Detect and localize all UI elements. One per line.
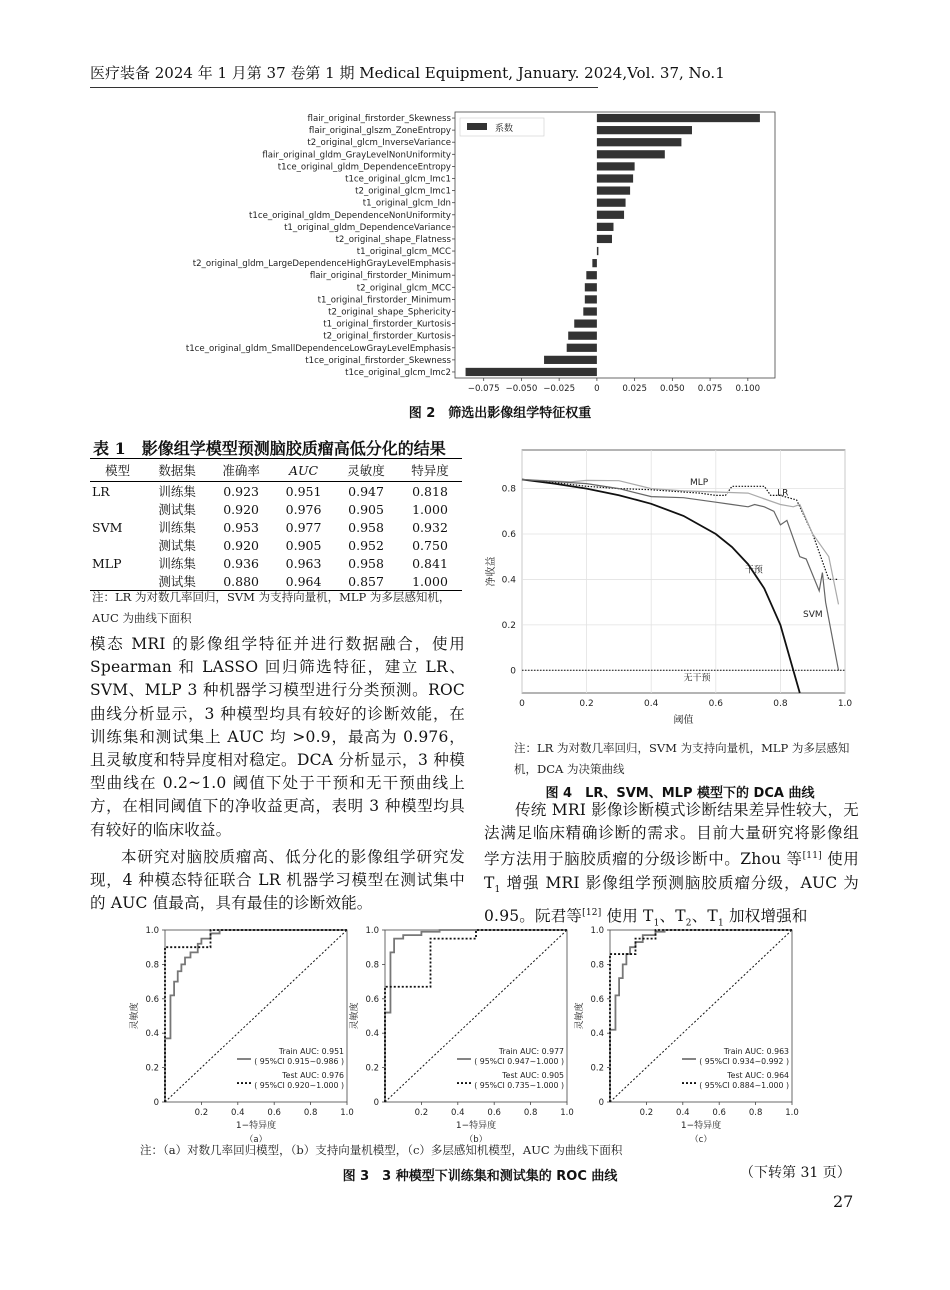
svm-label: SVM xyxy=(803,609,823,620)
legend-swatch xyxy=(467,123,487,130)
x-tick-label: 1.0 xyxy=(560,1108,574,1118)
y-tick-label: 1.0 xyxy=(365,926,379,936)
mlp-label: MLP xyxy=(689,478,709,489)
treat-none-label: 无干预 xyxy=(683,673,711,684)
y-tick-label: 0.6 xyxy=(590,994,604,1005)
right-text-e: 、T xyxy=(659,907,686,926)
feature-weight-chart xyxy=(120,108,780,398)
running-header: 医疗装备 2024 年 1 月第 37 卷第 1 期 Medical Equipment, January. 2024,Vol. 37, No.1 xyxy=(90,64,725,82)
fig4-note: 注：LR 为对数几率回归，SVM 为支持向量机，MLP 为多层感知机，DCA 为决策曲线 xyxy=(514,741,850,776)
x-tick-label: 0.4 xyxy=(451,1108,465,1118)
x-tick-label: 0.2 xyxy=(639,1108,654,1118)
table-cell: 0.905 xyxy=(285,537,322,553)
fig2-caption: 图 2 筛选出影像组学特征权重 xyxy=(408,406,592,421)
continued-note: （下转第 31 页） xyxy=(740,1165,851,1181)
table-cell: 0.841 xyxy=(412,555,448,571)
weight-bar xyxy=(597,162,635,170)
table-row xyxy=(90,518,462,536)
table-header-cell: 特异度 xyxy=(398,459,462,482)
right-text-g: 加权增强和 xyxy=(723,907,808,926)
table-row xyxy=(90,482,462,501)
lr-label: LR xyxy=(777,488,789,499)
weight-bar xyxy=(574,319,597,327)
fig3-caption: 图 3 3 种模型下训练集和测试集的 ROC 曲线 xyxy=(342,1169,618,1184)
weight-bar xyxy=(466,368,597,376)
table-cell: 0.905 xyxy=(348,501,384,517)
legend-train-label: Train AUC: 0.977 xyxy=(498,1046,564,1056)
table-cell: 0.936 xyxy=(223,555,259,571)
x-tick-label: 0.025 xyxy=(622,384,647,394)
weight-bar xyxy=(597,186,630,194)
fig3-note: 注：（a）对数几率回归模型，（b）支持向量机模型，（c）多层感知机模型，AUC 为曲线下面积 xyxy=(140,1143,623,1157)
x-tick-label: 0.8 xyxy=(748,1108,763,1118)
y-axis-label: 灵敏度 xyxy=(130,1002,140,1030)
y-tick-label: 1.0 xyxy=(590,926,604,936)
x-axis-label: 阈值 xyxy=(673,715,694,726)
fig4-caption: 图 4 LR、SVM、MLP 模型下的 DCA 曲线 xyxy=(545,786,815,801)
x-tick-label: 0 xyxy=(594,384,600,394)
y-tick-label: 0.2 xyxy=(365,1063,379,1074)
table-cell xyxy=(90,500,145,518)
panel-label: （a） xyxy=(244,1135,268,1145)
weight-bar xyxy=(597,138,682,146)
legend-test-label: Test AUC: 0.976 xyxy=(282,1070,344,1080)
legend-test-ci: ( 95%CI 0.884~1.000 ) xyxy=(699,1081,789,1091)
table-cell: 0.952 xyxy=(348,537,384,553)
sub-3: 2 xyxy=(685,918,692,929)
table-cell: 0.920 xyxy=(223,501,259,517)
feature-label: t2_original_shape_Flatness xyxy=(335,234,451,245)
results-table xyxy=(90,458,462,591)
y-tick-label: 0 xyxy=(598,1098,604,1108)
weight-bar xyxy=(544,356,597,364)
y-axis-label: 灵敏度 xyxy=(350,1002,360,1030)
x-tick-label: 0.4 xyxy=(676,1108,690,1118)
x-tick-label: 0.075 xyxy=(697,384,723,394)
x-tick-label: 0.2 xyxy=(194,1108,209,1118)
right-text-a: 传统 MRI 影像诊断模式诊断结果差异性较大，无法满足临床精确诊断的需求。目前大量研究将影像组学方法用于脑胶质瘤的分级诊断中。Zhou 等 xyxy=(484,801,859,869)
x-tick-label: −0.050 xyxy=(505,384,538,394)
table-row xyxy=(90,536,462,554)
legend-label: 系数 xyxy=(495,124,514,134)
table-cell: 训练集 xyxy=(158,520,196,535)
table-cell: 训练集 xyxy=(158,556,196,571)
table-cell: 0.920 xyxy=(223,537,259,553)
table-header-cell: AUC xyxy=(273,459,334,482)
weight-bar xyxy=(585,283,597,291)
x-tick-label: 0.4 xyxy=(231,1108,245,1118)
table-cell: 0.958 xyxy=(348,555,384,571)
y-tick-label: 0.4 xyxy=(590,1029,604,1040)
right-text-d: 使用 T xyxy=(601,907,654,926)
feature-label: t1ce_original_glcm_Imc2 xyxy=(345,367,451,378)
left-paragraph-1: 模态 MRI 的影像组学特征并进行数据融合，使用 Spearman 和 LASSO 回归筛选特征，建立 LR、SVM、MLP 3 种机器学习模型进行分类预测。ROC 曲线分析显示，3 种模型均具有较好的诊断效能，在训练集和测试集上 AUC 均 >0.9，最高为 0.976，且灵敏度和特异度相对稳定。DCA 分析显示，3 种模型曲线在 0.2~1.0 阈值下处于干预和无干预曲线上方，在相同阈值下的净收益更高，表明 3 种模型均具有较好的临床收益。 xyxy=(90,635,465,839)
y-tick-label: 0.2 xyxy=(145,1063,159,1074)
table-cell: 0.977 xyxy=(285,519,322,535)
table-header-cell: 准确率 xyxy=(209,459,273,482)
table-row xyxy=(90,500,462,518)
y-axis-label: 灵敏度 xyxy=(575,1002,585,1030)
weight-bar xyxy=(597,235,612,243)
weight-bar xyxy=(597,150,665,158)
panel-label: （c） xyxy=(690,1135,712,1145)
panel-label: （b） xyxy=(464,1135,488,1145)
table-header-cell: 模型 xyxy=(90,459,145,482)
table-cell: 0.857 xyxy=(348,573,384,589)
feature-label: flair_original_firstorder_Minimum xyxy=(309,271,451,282)
x-tick-label: 0.8 xyxy=(773,699,788,709)
table-cell xyxy=(90,536,145,554)
x-axis-label: 1−特异度 xyxy=(235,1121,277,1131)
feature-label: t1ce_original_gldm_SmallDependenceLowGrayLevelEmphasis xyxy=(185,343,451,354)
y-tick-label: 0.4 xyxy=(365,1029,379,1040)
feature-label: t1ce_original_gldm_DependenceNonUniformity xyxy=(249,210,451,221)
feature-label: t2_original_glcm_MCC xyxy=(356,283,451,294)
feature-label: t1_original_glcm_Idn xyxy=(362,198,451,209)
y-tick-label: 0.8 xyxy=(145,960,159,971)
table-cell: 0.958 xyxy=(348,519,384,535)
weight-bar xyxy=(597,114,760,122)
right-text-c: 增强 MRI 影像组学预测脑胶质瘤分级，AUC 为 0.95。阮君等 xyxy=(484,873,859,926)
weight-bar xyxy=(567,344,597,352)
legend-train-label: Train AUC: 0.951 xyxy=(278,1046,344,1056)
treat-all-label: 干预 xyxy=(744,565,763,576)
table-cell: 0.953 xyxy=(223,519,259,535)
table-cell: 0.964 xyxy=(285,573,322,589)
feature-label: t2_original_gldm_LargeDependenceHighGrayLevelEmphasis xyxy=(192,259,451,270)
x-tick-label: −0.025 xyxy=(543,384,576,394)
weight-bar xyxy=(597,223,614,231)
x-axis-label: 1−特异度 xyxy=(455,1121,497,1131)
dca-chart xyxy=(480,440,865,730)
y-axis-label: 净收益 xyxy=(486,556,497,587)
y-tick-label: 0 xyxy=(153,1098,159,1108)
feature-label: t1ce_original_glcm_Imc1 xyxy=(345,174,451,185)
dca-series-SVM xyxy=(522,480,839,671)
y-tick-label: 0 xyxy=(510,666,516,677)
table-cell: 0.880 xyxy=(223,573,259,589)
x-tick-label: 0.4 xyxy=(644,699,659,709)
roc-chart-c xyxy=(570,920,810,1145)
table-cell: 0.818 xyxy=(412,483,448,499)
weight-bar xyxy=(585,295,597,303)
x-tick-label: 0.6 xyxy=(712,1108,726,1118)
x-tick-label: 1.0 xyxy=(785,1108,799,1118)
right-text-f: 、T xyxy=(691,907,718,926)
table-cell: 1.000 xyxy=(412,501,448,517)
table-row xyxy=(90,554,462,572)
x-tick-label: 0.8 xyxy=(523,1108,538,1118)
x-tick-label: 0.6 xyxy=(267,1108,281,1118)
feature-label: flair_original_gldm_GrayLevelNonUniformity xyxy=(262,150,451,161)
y-tick-label: 0.8 xyxy=(501,484,516,495)
table-cell: 0.923 xyxy=(223,483,259,499)
page-number: 27 xyxy=(833,1192,854,1211)
legend-train-ci: ( 95%CI 0.915~0.986 ) xyxy=(254,1057,344,1067)
table-cell: 1.000 xyxy=(412,573,448,589)
table-cell: 0.932 xyxy=(412,519,448,535)
sub-4: 1 xyxy=(717,918,724,929)
x-tick-label: 1.0 xyxy=(837,699,853,709)
weight-bar xyxy=(586,271,597,279)
table-cell: 0.947 xyxy=(348,483,384,499)
right-paragraph xyxy=(484,799,859,936)
y-tick-label: 0 xyxy=(373,1098,379,1108)
feature-label: t1_original_firstorder_Minimum xyxy=(317,295,451,306)
right-text-b: 使用 T xyxy=(484,850,859,892)
x-tick-label: 0 xyxy=(519,699,525,709)
table-cell: 0.963 xyxy=(285,555,322,571)
table-cell: LR xyxy=(92,483,110,499)
feature-label: flair_original_glszm_ZoneEntropy xyxy=(308,126,451,137)
weight-bar xyxy=(597,126,692,134)
table-cell: 测试集 xyxy=(158,538,196,553)
x-tick-label: 0.8 xyxy=(303,1108,318,1118)
table-cell: 训练集 xyxy=(158,484,196,499)
table-cell: 0.976 xyxy=(285,501,322,517)
table-cell: 测试集 xyxy=(158,574,196,589)
legend-train-ci: ( 95%CI 0.947~1.000 ) xyxy=(474,1057,564,1067)
weight-bar xyxy=(583,307,597,315)
legend-train-label: Train AUC: 0.963 xyxy=(723,1046,789,1056)
y-tick-label: 0.4 xyxy=(145,1029,159,1040)
legend-test-ci: ( 95%CI 0.920~1.000 ) xyxy=(254,1081,344,1091)
ref-12[interactable]: [12] xyxy=(582,908,602,919)
feature-label: flair_original_firstorder_Skewness xyxy=(307,114,451,125)
feature-label: t2_original_glcm_Imc1 xyxy=(355,186,451,197)
table-cell: 0.750 xyxy=(412,537,448,553)
weight-bar xyxy=(597,174,633,182)
table-header-cell: 灵敏度 xyxy=(334,459,398,482)
y-tick-label: 0.6 xyxy=(501,530,516,541)
y-tick-label: 0.6 xyxy=(365,994,379,1005)
table-cell: SVM xyxy=(92,519,123,535)
y-tick-label: 0.8 xyxy=(365,960,379,971)
feature-label: t1ce_original_gldm_DependenceEntropy xyxy=(277,162,451,173)
table1-title: 表 1 影像组学模型预测脑胶质瘤高低分化的结果 xyxy=(93,439,446,458)
x-axis-label: 1−特异度 xyxy=(680,1121,722,1131)
feature-label: t2_original_firstorder_Kurtosis xyxy=(323,331,451,342)
table-cell: 测试集 xyxy=(158,502,196,517)
x-tick-label: 1.0 xyxy=(340,1108,354,1118)
weight-bar xyxy=(592,259,597,267)
sub-2: 1 xyxy=(653,918,660,929)
x-tick-label: −0.075 xyxy=(467,384,500,394)
dca-series-MLP xyxy=(522,480,839,580)
sub-1: 1 xyxy=(494,884,501,895)
dca-series-干预 xyxy=(522,480,800,694)
header-rule xyxy=(90,87,598,88)
legend-test-label: Test AUC: 0.964 xyxy=(727,1070,789,1080)
y-tick-label: 0.4 xyxy=(501,575,516,586)
feature-label: t1ce_original_firstorder_Skewness xyxy=(305,355,451,366)
feature-label: t1_original_gldm_DependenceVariance xyxy=(284,222,451,233)
y-tick-label: 0.2 xyxy=(590,1063,604,1074)
table-cell: 0.951 xyxy=(285,483,322,499)
table-cell: MLP xyxy=(92,555,122,571)
legend-test-ci: ( 95%CI 0.735~1.000 ) xyxy=(474,1081,564,1091)
y-tick-label: 0.8 xyxy=(590,960,604,971)
x-tick-label: 0.6 xyxy=(708,699,723,709)
x-tick-label: 0.100 xyxy=(735,384,761,394)
legend-train-ci: ( 95%CI 0.934~0.992 ) xyxy=(699,1057,789,1067)
y-tick-label: 0.2 xyxy=(501,620,516,631)
roc-chart-b xyxy=(345,920,580,1145)
weight-bar xyxy=(597,211,624,219)
ref-11[interactable]: [11] xyxy=(802,851,822,862)
x-tick-label: 0.2 xyxy=(414,1108,429,1118)
table1-note: 注：LR 为对数几率回归，SVM 为支持向量机，MLP 为多层感知机，AUC 为曲线下面积 xyxy=(92,590,451,625)
x-tick-label: 0.050 xyxy=(660,384,685,394)
y-tick-label: 1.0 xyxy=(145,926,159,936)
weight-bar xyxy=(597,247,599,255)
left-paragraph-2: 本研究对脑胶质瘤高、低分化的影像组学研究发现，4 种模态特征联合 LR 机器学习模型在测试集中的 AUC 值最高，具有最佳的诊断效能。 xyxy=(90,848,465,913)
x-tick-label: 0.6 xyxy=(487,1108,501,1118)
roc-chart-a xyxy=(125,920,360,1145)
x-tick-label: 0.2 xyxy=(579,699,594,709)
feature-label: t1_original_firstorder_Kurtosis xyxy=(323,319,451,330)
weight-bar xyxy=(597,199,626,207)
feature-label: t2_original_glcm_InverseVariance xyxy=(307,138,451,149)
legend-test-label: Test AUC: 0.905 xyxy=(502,1070,564,1080)
weight-bar xyxy=(568,332,597,340)
feature-label: t2_original_shape_Sphericity xyxy=(328,307,451,318)
y-tick-label: 0.6 xyxy=(145,994,159,1005)
table-header-cell: 数据集 xyxy=(145,459,209,482)
feature-label: t1_original_glcm_MCC xyxy=(356,247,451,258)
